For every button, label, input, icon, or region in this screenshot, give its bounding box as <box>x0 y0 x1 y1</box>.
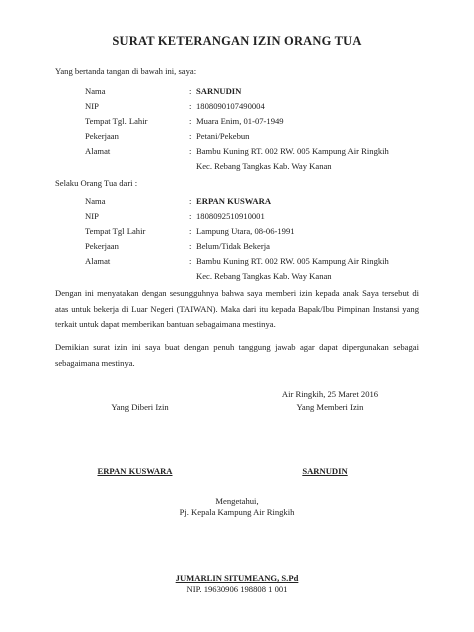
field-label: NIP <box>85 211 99 221</box>
field-colon: : <box>189 101 192 111</box>
left-signatory-name: ERPAN KUSWARA <box>97 466 173 476</box>
parent-job-value: Petani/Pekebun <box>196 131 250 141</box>
place-date: Air Ringkih, 25 Maret 2016 <box>281 389 379 399</box>
letter-title: SURAT KETERANGAN IZIN ORANG TUA <box>112 34 362 48</box>
field-label: Tempat Tgl Lahir <box>85 226 146 236</box>
child-address-value: Bambu Kuning RT. 002 RW. 005 Kampung Air Ringkih <box>196 256 389 266</box>
field-label: Tempat Tgl. Lahir <box>85 116 148 126</box>
field-colon: : <box>189 211 192 221</box>
child-job-value: Belum/Tidak Bekerja <box>196 241 270 251</box>
official-title: Pj. Kepala Kampung Air Ringkih <box>179 507 295 517</box>
parent-address-line2: Kec. Rebang Tangkas Kab. Way Kanan <box>196 161 332 171</box>
child-address-line2: Kec. Rebang Tangkas Kab. Way Kanan <box>196 271 332 281</box>
child-nip-value: 1808092510910001 <box>196 211 265 221</box>
official-name: JUMARLIN SITUMEANG, S.Pd <box>175 573 299 583</box>
field-label: Alamat <box>85 146 111 156</box>
field-label: Alamat <box>85 256 111 266</box>
child-name-value: ERPAN KUSWARA <box>196 196 272 206</box>
statement-paragraph: Dengan ini menyatakan dengan sesungguhnya bahwa saya memberi izin kepada anak Saya tersebut di atas untuk bekerja di Luar Negeri (TAIWAN). Maka dari itu kepada Bapak/Ibu Pimpinan Instansi yang terkait untuk dapat memberikan bantuan sebagaimana mestinya. <box>55 288 419 330</box>
intro-text: Yang bertanda tangan di bawah ini, saya: <box>55 66 197 76</box>
parent-address-value: Bambu Kuning RT. 002 RW. 005 Kampung Air Ringkih <box>196 146 389 156</box>
field-label: NIP <box>85 101 99 111</box>
field-colon: : <box>189 131 192 141</box>
field-colon: : <box>189 146 192 156</box>
field-colon: : <box>189 241 192 251</box>
child-birth-value: Lampung Utara, 08-06-1991 <box>196 226 295 236</box>
field-label: Pekerjaan <box>85 241 119 251</box>
field-colon: : <box>189 86 192 96</box>
field-label: Nama <box>85 196 106 206</box>
right-signatory-name: SARNUDIN <box>302 466 348 476</box>
child-intro-text: Selaku Orang Tua dari : <box>55 178 138 188</box>
parent-birth-value: Muara Enim, 01-07-1949 <box>196 116 284 126</box>
left-signatory-role: Yang Diberi Izin <box>111 402 169 412</box>
official-nip: NIP. 19630906 198808 1 001 <box>186 584 288 594</box>
field-label: Pekerjaan <box>85 131 119 141</box>
field-colon: : <box>189 196 192 206</box>
acknowledge-text: Mengetahui, <box>215 496 259 506</box>
field-colon: : <box>189 226 192 236</box>
right-signatory-role: Yang Memberi Izin <box>296 402 364 412</box>
field-label: Nama <box>85 86 106 96</box>
field-colon: : <box>189 116 192 126</box>
parent-nip-value: 1808090107490004 <box>196 101 265 111</box>
closing-paragraph: Demikian surat izin ini saya buat dengan penuh tanggung jawab agar dapat dipergunakan sebagai sebagaimana mestinya. <box>55 342 419 368</box>
parent-name-value: SARNUDIN <box>196 86 242 96</box>
field-colon: : <box>189 256 192 266</box>
